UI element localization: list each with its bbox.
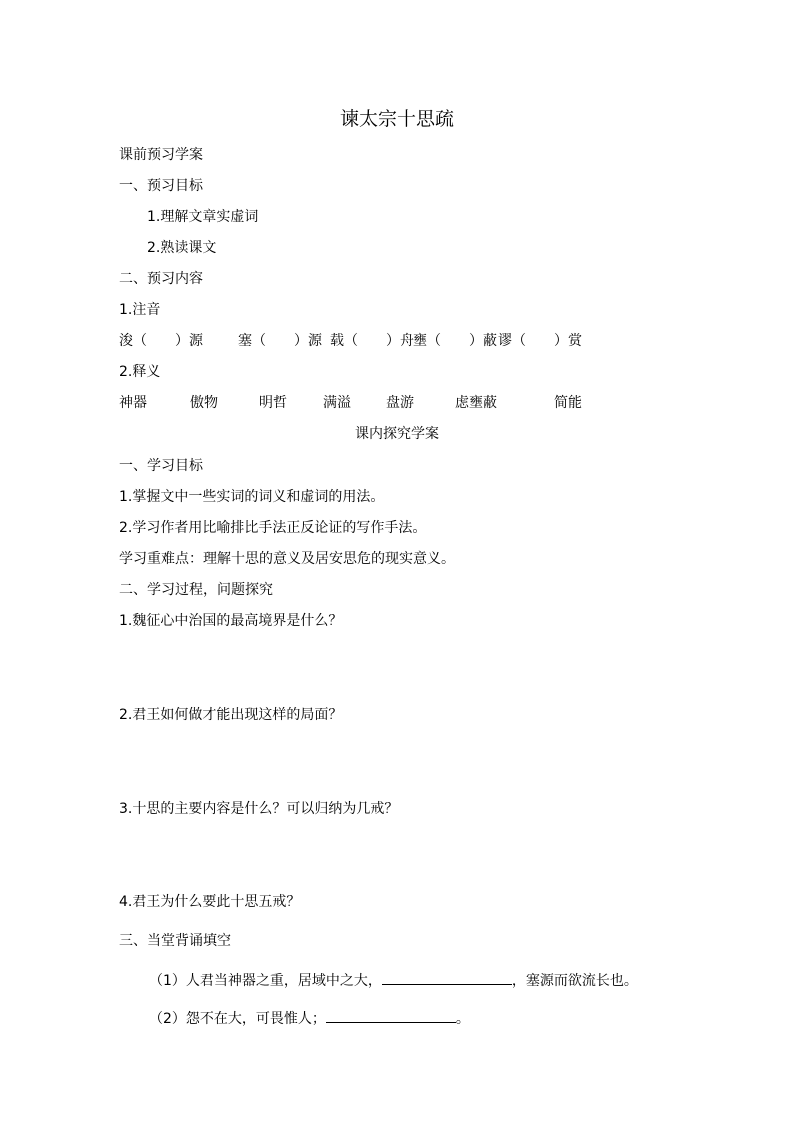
meaning-label: 2.释义 [119,364,161,380]
preview-goals-heading: 一、预习目标 [119,178,203,194]
phonetic-item: 塞（ ）源 [238,333,322,349]
inclass-goal-2: 2.学习作者用比喻排比手法正反论证的写作手法。 [119,520,427,536]
meaning-item: 盘游 [386,395,414,411]
meaning-item: 满溢 [323,395,351,411]
fill-blank-1 [149,969,638,991]
recite-heading: 三、当堂背诵填空 [119,933,231,949]
preview-section-heading: 课前预习学案 [119,147,203,163]
fill-blank-1-suffix: ，塞源而欲流长也。 [511,973,638,989]
fill-blank-2 [149,1007,470,1029]
fill-blank-2-suffix: 。 [455,1011,470,1027]
inclass-goal-1: 1.掌握文中一些实词的词义和虚词的用法。 [119,489,385,505]
meaning-item: 傲物 [190,395,218,411]
document-title: 谏太宗十思疏 [339,108,454,130]
phonetic-item: 壅（ ）蔽 [413,333,497,349]
fill-blank-1-prefix: （1）人君当神器之重，居域中之大， [149,973,382,989]
meaning-item: 虑壅蔽 [455,395,497,411]
meaning-item: 神器 [119,395,147,411]
meaning-item: 明哲 [259,395,287,411]
phonetic-item: 浚（ ）源 [119,333,203,349]
phonetic-item: 载（ ）舟 [330,333,414,349]
preview-content-heading: 二、预习内容 [119,271,203,287]
preview-goal-2: 2.熟读课文 [147,240,217,256]
preview-goal-1: 1.理解文章实虚词 [147,209,259,225]
question-2: 2.君王如何做才能出现这样的局面？ [119,707,343,723]
meaning-item: 简能 [554,395,582,411]
inclass-section-heading: 课内探究学案 [355,426,439,442]
question-1: 1.魏征心中治国的最高境界是什么？ [119,613,343,629]
phonetic-item: 谬（ ）赏 [498,333,582,349]
inclass-goals-heading: 一、学习目标 [119,458,203,474]
key-difficulty: 学习重难点：理解十思的意义及居安思危的现实意义。 [119,551,455,567]
fill-blank-2-line[interactable] [326,1007,456,1023]
fill-blank-1-line[interactable] [382,969,512,985]
phonetic-label: 1.注音 [119,302,161,318]
question-3: 3.十思的主要内容是什么？可以归纳为几戒？ [119,801,399,817]
question-4: 4.君王为什么要此十思五戒？ [119,894,301,910]
fill-blank-2-prefix: （2）怨不在大，可畏惟人； [149,1011,326,1027]
process-heading: 二、学习过程，问题探究 [119,582,273,598]
